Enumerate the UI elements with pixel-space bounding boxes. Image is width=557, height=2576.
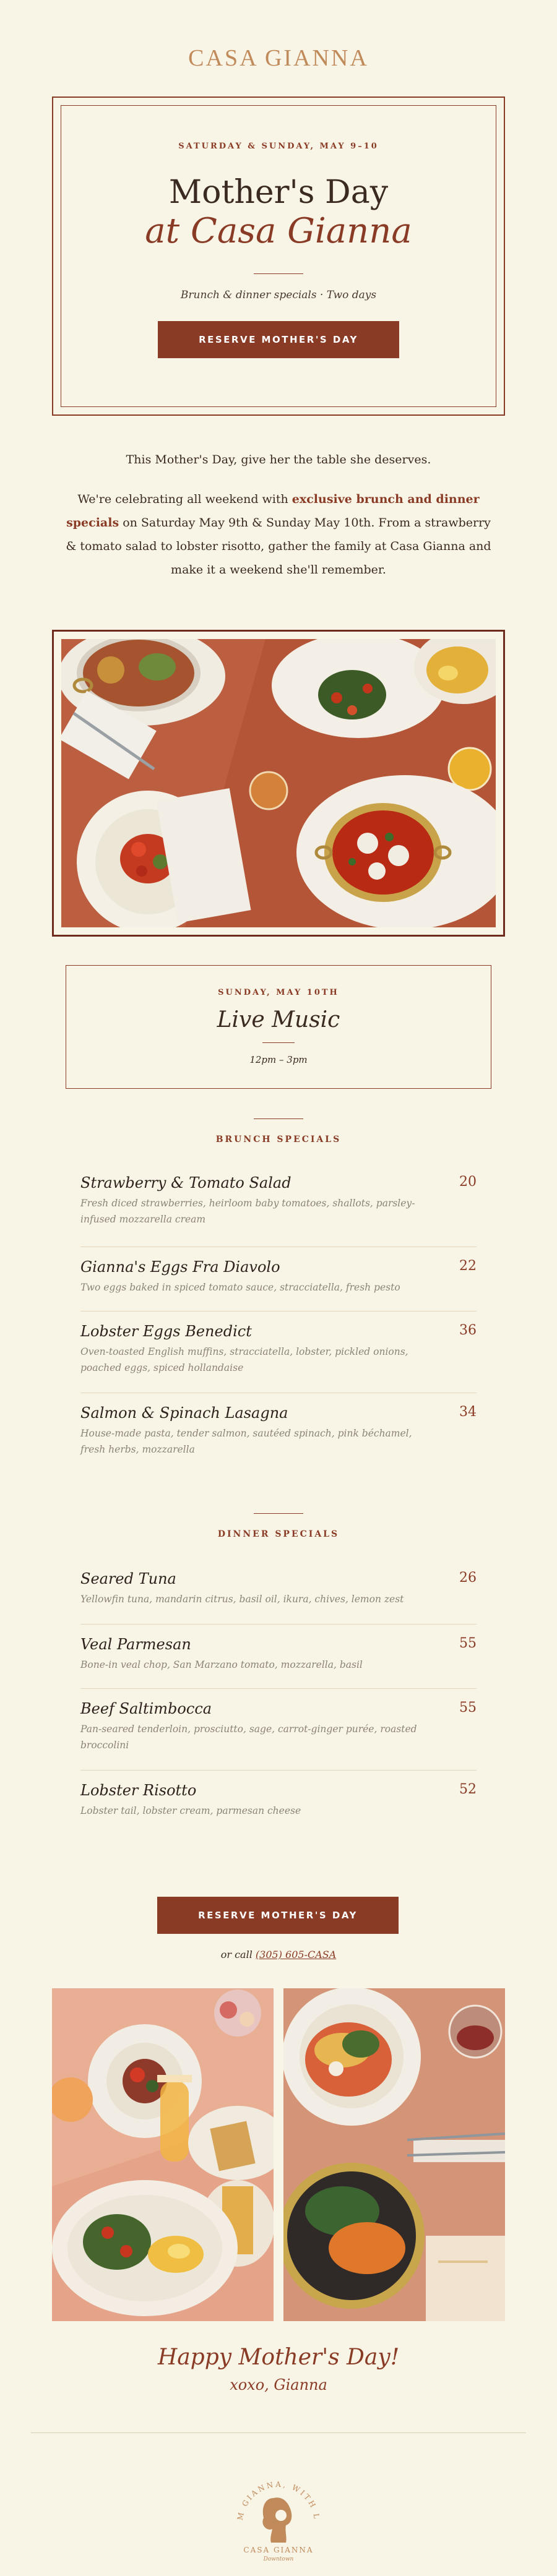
menu-item [80, 1625, 477, 1689]
menu-item [80, 1247, 477, 1312]
menu-item-desc: Two eggs baked in spiced tomato sauce, stracciatella, fresh pesto [80, 1282, 400, 1293]
photo-gallery [52, 1988, 505, 2321]
seal-ring-text: M GIANNA, WITH L [235, 2479, 322, 2522]
seal-name: CASA GIANNA [243, 2546, 314, 2554]
dinner-photo [283, 1988, 505, 2321]
menu-item-name: Lobster Risotto [80, 1782, 197, 1799]
hero-divider [254, 273, 303, 274]
menu-item-desc: Lobster tail, lobster cream, parmesan cheese [80, 1805, 301, 1816]
food-photo [61, 639, 496, 927]
menu-item-price: 55 [459, 1700, 477, 1715]
reserve-button[interactable]: RESERVE MOTHER'S DAY [158, 321, 399, 358]
call-prefix: or call [220, 1949, 256, 1960]
hero-date: SATURDAY & SUNDAY, MAY 9–10 [178, 142, 379, 151]
menu-item [80, 1174, 477, 1247]
footer-divider [31, 2432, 526, 2433]
menu-item-price: 36 [459, 1323, 477, 1338]
brand-seal[interactable] [217, 2463, 340, 2562]
menu-item-price: 52 [459, 1782, 477, 1797]
reserve-button-bottom[interactable]: RESERVE MOTHER'S DAY [157, 1897, 399, 1934]
menu-item-name: Seared Tuna [80, 1570, 176, 1587]
menu-item-price: 55 [459, 1636, 477, 1651]
hero-inner-frame [61, 105, 496, 407]
call-line [0, 1949, 557, 1960]
menu-item [80, 1312, 477, 1393]
dinner-menu [80, 1570, 477, 1830]
hero-subtitle: at Casa Gianna [145, 210, 412, 251]
seal-emblem [217, 2463, 340, 2562]
closing-greeting: Happy Mother's Day! [157, 2345, 400, 2370]
music-title: Live Music [217, 1007, 340, 1033]
menu-item-name: Veal Parmesan [80, 1636, 191, 1653]
brunch-photo [52, 1988, 274, 2321]
menu-item-desc: Yellowfin tuna, mandarin citrus, basil oil, ikura, chives, lemon zest [80, 1594, 404, 1605]
hero-card [52, 97, 505, 416]
menu-item [80, 1570, 477, 1625]
phone-link[interactable]: (305) 605-CASA [255, 1949, 337, 1960]
menu-item-desc: Oven-toasted English muffins, stracciatella, lobster, pickled onions, poached eggs, spiced hollandaise [80, 1346, 408, 1373]
menu-item [80, 1771, 477, 1830]
intro-text-end: on Saturday May 9th & Sunday May 10th. From a strawberry & tomato salad to lobster risotto, gather the family at Casa Gianna and make it a weekend she'll remember. [66, 516, 491, 577]
brunch-photo-illustration [52, 1988, 274, 2321]
menu-item [80, 1393, 477, 1467]
seal-place: Downtown [263, 2556, 294, 2562]
intro-text-start: We're celebrating all weekend with [77, 492, 292, 506]
woman-portrait-icon [262, 2497, 291, 2543]
brunch-heading: BRUNCH SPECIALS [215, 1135, 342, 1144]
menu-item-price: 26 [459, 1570, 477, 1586]
music-time: 12pm – 3pm [249, 1054, 308, 1065]
menu-item-desc: Pan-seared tenderloin, prosciutto, sage, carrot-ginger purée, roasted broccolini [80, 1724, 417, 1751]
dinner-photo-illustration [283, 1988, 505, 2321]
live-music-card [66, 965, 491, 1089]
intro-line: This Mother's Day, give her the table she deserves. [126, 453, 431, 466]
menu-item-desc: Fresh diced strawberries, heirloom baby tomatoes, shallots, parsley-infused mozzarella cream [80, 1198, 415, 1225]
menu-item [80, 1689, 477, 1771]
menu-item-desc: Bone-in veal chop, San Marzano tomato, mozzarella, basil [80, 1659, 363, 1670]
dinner-heading: DINNER SPECIALS [217, 1529, 340, 1539]
brunch-menu [80, 1174, 477, 1467]
menu-item-price: 20 [459, 1174, 477, 1190]
dinner-divider [254, 1513, 303, 1514]
menu-item-name: Lobster Eggs Benedict [80, 1323, 252, 1340]
brand-logo[interactable]: CASA GIANNA [188, 45, 369, 71]
menu-item-name: Beef Saltimbocca [80, 1700, 212, 1717]
music-divider [262, 1042, 295, 1043]
intro-highlight: exclusive brunch and dinner specials [66, 492, 480, 530]
menu-item-name: Strawberry & Tomato Salad [80, 1174, 291, 1191]
menu-item-price: 34 [459, 1404, 477, 1420]
food-photo-frame [52, 630, 505, 937]
brunch-divider [254, 1118, 303, 1119]
menu-item-name: Salmon & Spinach Lasagna [80, 1404, 288, 1422]
food-photo-illustration [61, 639, 496, 927]
menu-item-name: Gianna's Eggs Fra Diavolo [80, 1258, 280, 1276]
intro-paragraph [62, 487, 495, 582]
hero-title: Mother's Day [168, 174, 389, 211]
hero-tagline: Brunch & dinner specials · Two days [180, 289, 377, 302]
menu-item-price: 22 [459, 1258, 477, 1274]
closing-signoff: xoxo, Gianna [230, 2376, 327, 2394]
menu-item-desc: House-made pasta, tender salmon, sautéed spinach, pink béchamel, fresh herbs, mozzarella [80, 1428, 412, 1455]
closing [0, 2345, 557, 2394]
music-date: SUNDAY, MAY 10TH [218, 988, 339, 997]
